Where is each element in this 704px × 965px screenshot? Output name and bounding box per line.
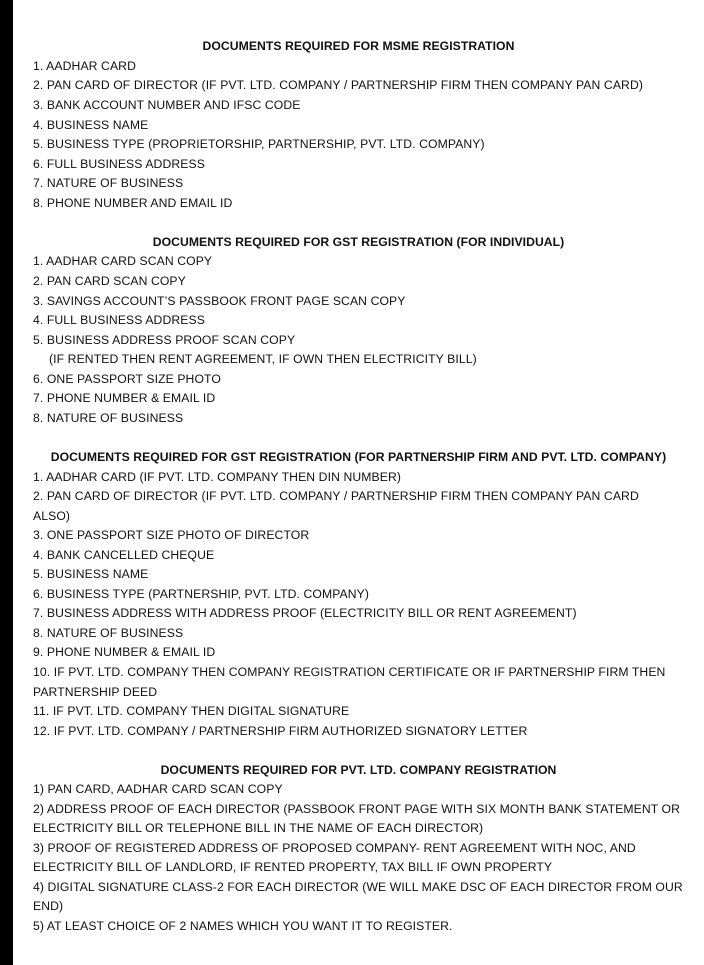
gst-company-section-title: DOCUMENTS REQUIRED FOR GST REGISTRATION (FOR PARTNERSHIP FIRM AND PVT. LTD. COMPANY)	[50, 450, 667, 464]
msme-item: 4. BUSINESS NAME	[33, 118, 149, 132]
pvt-ltd-item: 4) DIGITAL SIGNATURE CLASS-2 FOR EACH DIRECTOR (WE WILL MAKE DSC OF EACH DIRECTOR FROM OUR	[33, 880, 683, 894]
gst-individual-section-title: DOCUMENTS REQUIRED FOR GST REGISTRATION (FOR INDIVIDUAL)	[152, 235, 565, 249]
gst-individual-item: 6. ONE PASSPORT SIZE PHOTO	[33, 372, 221, 386]
gst-company-item: 10. IF PVT. LTD. COMPANY THEN COMPANY REGISTRATION CERTIFICATE OR IF PARTNERSHIP FIRM THEN	[33, 665, 666, 679]
msme-item: 7. NATURE OF BUSINESS	[33, 176, 184, 190]
gst-company-item: 11. IF PVT. LTD. COMPANY THEN DIGITAL SIGNATURE	[33, 704, 350, 718]
gst-individual-item: 8. NATURE OF BUSINESS	[33, 411, 184, 425]
msme-item: 6. FULL BUSINESS ADDRESS	[33, 157, 205, 171]
pvt-ltd-item: 5) AT LEAST CHOICE OF 2 NAMES WHICH YOU WANT IT TO REGISTER.	[33, 919, 453, 933]
msme-item: 5. BUSINESS TYPE (PROPRIETORSHIP, PARTNERSHIP, PVT. LTD. COMPANY)	[33, 137, 485, 151]
msme-item: 1. AADHAR CARD	[33, 59, 136, 73]
pvt-ltd-item: END)	[33, 899, 64, 913]
gst-individual-item: 4. FULL BUSINESS ADDRESS	[33, 313, 205, 327]
gst-company-item: 5. BUSINESS NAME	[33, 567, 149, 581]
gst-individual-item: 5. BUSINESS ADDRESS PROOF SCAN COPY	[33, 333, 296, 347]
gst-individual-item: 7. PHONE NUMBER & EMAIL ID	[33, 391, 216, 405]
gst-company-item: 3. ONE PASSPORT SIZE PHOTO OF DIRECTOR	[33, 528, 310, 542]
gst-individual-item: 1. AADHAR CARD SCAN COPY	[33, 254, 213, 268]
msme-section-title: DOCUMENTS REQUIRED FOR MSME REGISTRATION	[202, 39, 515, 53]
gst-individual-item: (IF RENTED THEN RENT AGREEMENT, IF OWN THEN ELECTRICITY BILL)	[49, 352, 477, 366]
gst-company-item: 6. BUSINESS TYPE (PARTNERSHIP, PVT. LTD. COMPANY)	[33, 587, 370, 601]
pvt-ltd-item: ELECTRICITY BILL OR TELEPHONE BILL IN THE NAME OF EACH DIRECTOR)	[33, 821, 484, 835]
pvt-ltd-section-title: DOCUMENTS REQUIRED FOR PVT. LTD. COMPANY REGISTRATION	[160, 763, 557, 777]
gst-individual-item: 2. PAN CARD SCAN COPY	[33, 274, 186, 288]
gst-company-item: 9. PHONE NUMBER & EMAIL ID	[33, 645, 216, 659]
gst-company-item: 8. NATURE OF BUSINESS	[33, 626, 184, 640]
gst-company-item: ALSO)	[33, 509, 71, 523]
msme-item: 2. PAN CARD OF DIRECTOR (IF PVT. LTD. COMPANY / PARTNERSHIP FIRM THEN COMPANY PAN CARD)	[33, 78, 644, 92]
pvt-ltd-item: 2) ADDRESS PROOF OF EACH DIRECTOR (PASSBOOK FRONT PAGE WITH SIX MONTH BANK STATEMENT OR	[33, 802, 681, 816]
gst-company-item: 12. IF PVT. LTD. COMPANY / PARTNERSHIP FIRM AUTHORIZED SIGNATORY LETTER	[33, 724, 528, 738]
msme-item: 8. PHONE NUMBER AND EMAIL ID	[33, 196, 233, 210]
pvt-ltd-item: ELECTRICITY BILL OF LANDLORD, IF RENTED PROPERTY, TAX BILL IF OWN PROPERTY	[33, 860, 553, 874]
gst-company-item: 1. AADHAR CARD (IF PVT. LTD. COMPANY THEN DIN NUMBER)	[33, 470, 402, 484]
pvt-ltd-item: 1) PAN CARD, AADHAR CARD SCAN COPY	[33, 782, 283, 796]
gst-company-item: PARTNERSHIP DEED	[33, 685, 158, 699]
msme-item: 3. BANK ACCOUNT NUMBER AND IFSC CODE	[33, 98, 301, 112]
gst-company-item: 2. PAN CARD OF DIRECTOR (IF PVT. LTD. COMPANY / PARTNERSHIP FIRM THEN COMPANY PAN CARD	[33, 489, 639, 503]
document-page	[13, 0, 704, 965]
gst-company-item: 7. BUSINESS ADDRESS WITH ADDRESS PROOF (ELECTRICITY BILL OR RENT AGREEMENT)	[33, 606, 577, 620]
pvt-ltd-item: 3) PROOF OF REGISTERED ADDRESS OF PROPOSED COMPANY- RENT AGREEMENT WITH NOC, AND	[33, 841, 636, 855]
gst-company-item: 4. BANK CANCELLED CHEQUE	[33, 548, 215, 562]
gst-individual-item: 3. SAVINGS ACCOUNT’S PASSBOOK FRONT PAGE SCAN COPY	[33, 294, 406, 308]
